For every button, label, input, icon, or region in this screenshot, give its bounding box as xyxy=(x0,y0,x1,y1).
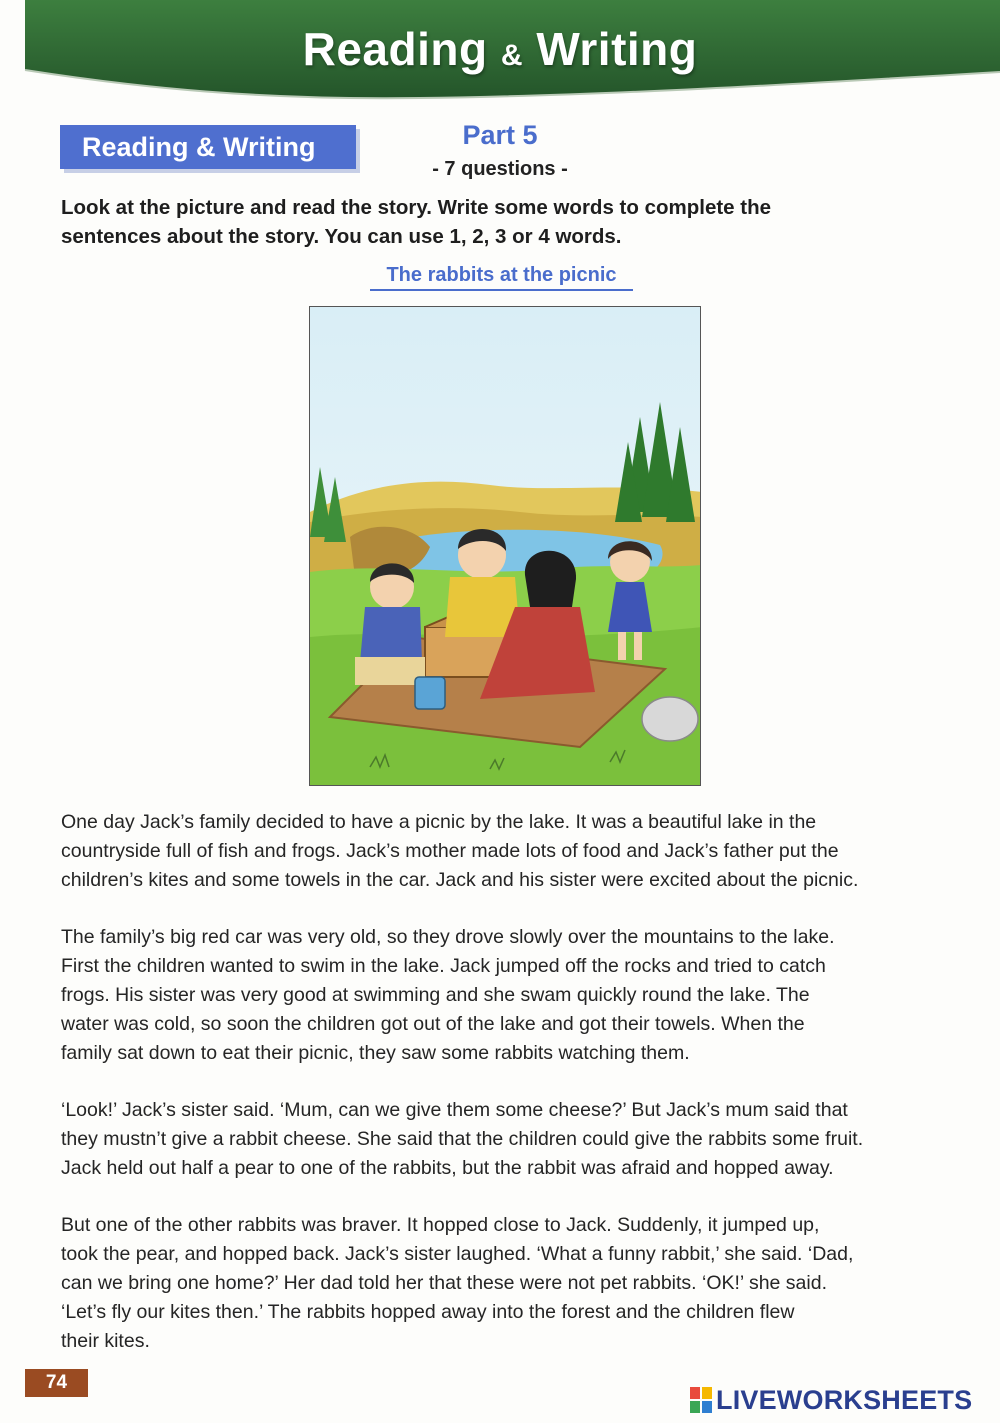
liveworksheets-logo-icon xyxy=(690,1387,712,1413)
header-banner xyxy=(0,0,1000,110)
instructions-line: sentences about the story. You can use 1, 2, 3 or 4 words. xyxy=(61,225,622,248)
story-paragraph: One day Jack’s family decided to have a picnic by the lake. It was a beautiful lake in the countryside full of fish and frogs. Jack’s mother made lots of food and Jack’s father put the children’s kites and some towels in the car. Jack and his sister were excited about the picnic. xyxy=(61,811,859,891)
instructions-line: Look at the picture and read the story. Write some words to complete the xyxy=(61,196,772,219)
story-title: The rabbits at the picnic xyxy=(370,264,633,291)
instructions xyxy=(61,193,921,251)
section-tag: Reading & Writing xyxy=(60,125,356,169)
page-number: 74 xyxy=(25,1369,88,1397)
part-subtitle: - 7 questions - xyxy=(432,158,568,180)
story-paragraph: The family’s big red car was very old, so they drove slowly over the mountains to the lake. First the children wanted to swim in the lake. Jack jumped off the rocks and tried to catch frogs. His sister was very good at swimming and she swam quickly round the lake. The water was cold, so soon the children got out of the lake and got their towels. When the family sat down to eat their picnic, they saw some rabbits watching them. xyxy=(61,926,835,1064)
story-text xyxy=(61,808,956,1384)
brand[interactable] xyxy=(690,1385,972,1415)
brand-name: LIVEWORKSHEETS xyxy=(716,1384,973,1415)
page-title: Reading & Writing xyxy=(302,23,698,75)
picnic-illustration-icon xyxy=(310,307,701,786)
picnic-illustration xyxy=(309,306,701,786)
story-paragraph: ‘Look!’ Jack’s sister said. ‘Mum, can we give them some cheese?’ But Jack’s mum said that they mustn’t give a rabbit cheese. She said that the children could give the rabbits some fruit. Jack held out half a pear to one of the rabbits, but the rabbit was afraid and hopped away. xyxy=(61,1099,864,1179)
part-title: Part 5 xyxy=(462,120,538,150)
story-paragraph: But one of the other rabbits was braver. It hopped close to Jack. Suddenly, it jumped up, took the pear, and hopped back. Jack’s sister laughed. ‘What a funny rabbit,’ she said. ‘Dad, can we bring one home?’ Her dad told her that these were not pet rabbits. ‘OK!’ she said. ‘Let’s fly our kites then.’ The rabbits hopped away into the forest and the children flew their kites. xyxy=(61,1214,854,1352)
